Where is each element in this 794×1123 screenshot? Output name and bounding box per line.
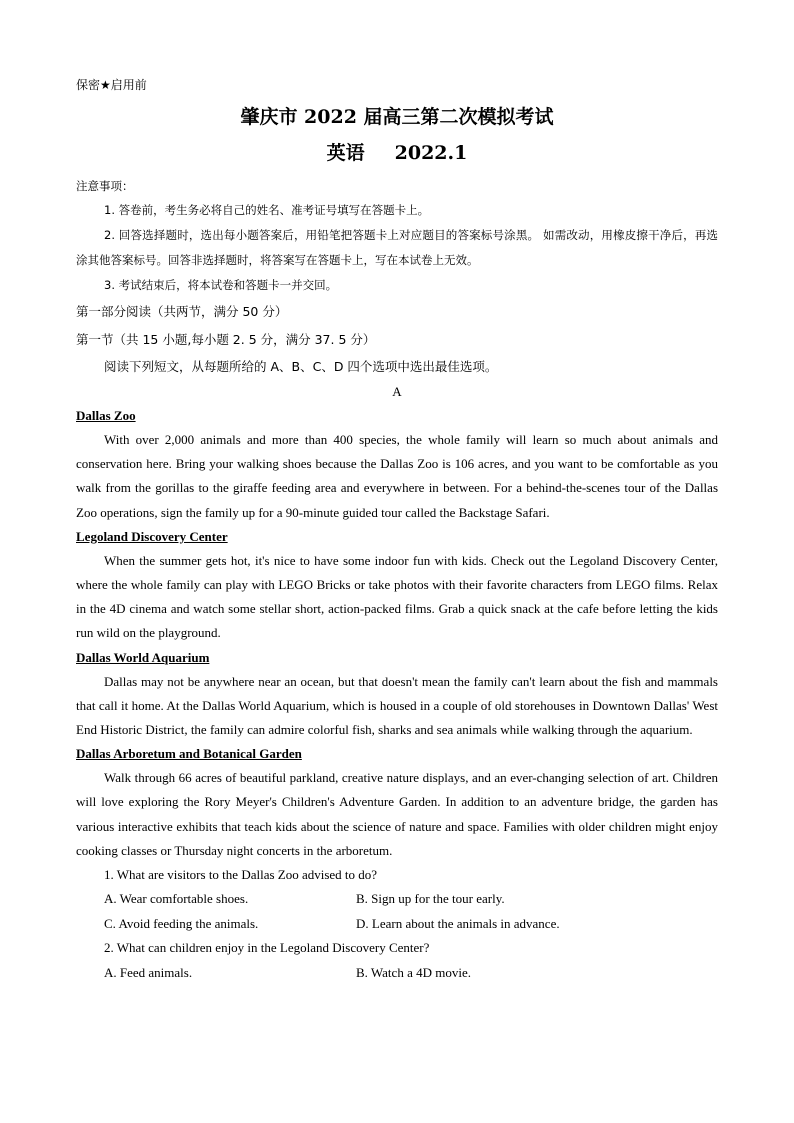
- note-item: 1. 答卷前，考生务必将自己的姓名、准考证号填写在答题卡上。: [104, 203, 430, 217]
- passage-heading: Dallas Arboretum and Botanical Garden: [76, 746, 302, 762]
- passage-text: Dallas may not be anywhere near an ocean, but that doesn't mean the family can't learn about the fish and mammals that call it home. At the Dallas World Aquarium, which is housed in a couple of old storehouses in Downtown Dallas' West End Historic District, the family can admire colorful fish, sharks and sea animals while walking through the aquarium.: [76, 673, 718, 738]
- option-b: B. Sign up for the tour early.: [356, 891, 505, 907]
- exam-date: 2022.1: [394, 142, 468, 164]
- instruction: 阅读下列短文，从每题所给的 A、B、C、D 四个选项中选出最佳选项。: [104, 359, 498, 374]
- option-row: [76, 887, 718, 911]
- subject-label: 英语: [326, 142, 365, 164]
- confidential-label: 保密★启用前: [76, 78, 147, 92]
- part-heading: 第一部分阅读（共两节，满分 50 分）: [76, 304, 288, 319]
- exam-title: 肇庆市 2022 届高三第二次模拟考试: [240, 106, 554, 128]
- passage-text: With over 2,000 animals and more than 400 species, the whole family will learn so much about animals and conservation here. Bring your walking shoes because the Dallas Zoo is 106 acres, and you want to be comfortable as you walk from the gorillas to the giraffe feeding area and everywhere in between. For a behind-the-scenes tour of the Dallas Zoo operations, sign the family up for a 90-minute guided tour called the Backstage Safari.: [76, 432, 718, 520]
- passage-letter: A: [392, 384, 402, 399]
- option-row: [76, 961, 718, 985]
- note-item: 3. 考试结束后，将本试卷和答题卡一并交回。: [104, 278, 338, 292]
- passage-heading: Legoland Discovery Center: [76, 528, 228, 544]
- option-c: C. Avoid feeding the animals.: [104, 915, 259, 931]
- passage-text: When the summer gets hot, it's nice to have some indoor fun with kids. Check out the Legoland Discovery Center, where the whole family can play with LEGO Bricks or take photos with their favorite characters from LEGO films. Relax in the 4D cinema and watch some stellar short, action-packed films. Grab a quick snack at the cafe before letting the kids run wild on the playground.: [76, 552, 718, 641]
- option-row: [76, 912, 718, 936]
- passage-text: Walk through 66 acres of beautiful parkland, creative nature displays, and an ever-changing selection of art. Children will love exploring the Rory Meyer's Children's Adventure Garden. In addition to an adventure bridge, the garden has various interactive exhibits that teach kids about the science of nature and space. Families with older children might enjoy cooking classes or Thursday night concerts in the arboretum.: [76, 770, 718, 858]
- exam-page: [76, 74, 718, 985]
- option-b: B. Watch a 4D movie.: [356, 964, 471, 980]
- option-d: D. Learn about the animals in advance.: [356, 915, 560, 931]
- passage-heading: Dallas Zoo: [76, 408, 136, 423]
- question-stem: 1. What are visitors to the Dallas Zoo advised to do?: [104, 867, 378, 883]
- passage-heading: Dallas World Aquarium: [76, 649, 210, 665]
- exam-subtitle: [76, 136, 718, 170]
- note-item: 2. 回答选择题时，选出每小题答案后，用铅笔把答题卡上对应题目的答案标号涂黑。 如需改动，用橡皮擦干净后，再选涂其他答案标号。回答非选择题时，将答案写在答题卡上，写在本试卷上无效。: [76, 228, 718, 267]
- notes-heading: 注意事项：: [76, 179, 134, 193]
- question-stem: 2. What can children enjoy in the Legoland Discovery Center?: [104, 940, 430, 956]
- option-a: A. Wear comfortable shoes.: [104, 891, 249, 907]
- section-heading: 第一节（共 15 小题,每小题 2. 5 分，满分 37. 5 分）: [76, 332, 376, 347]
- option-a: A. Feed animals.: [104, 964, 193, 980]
